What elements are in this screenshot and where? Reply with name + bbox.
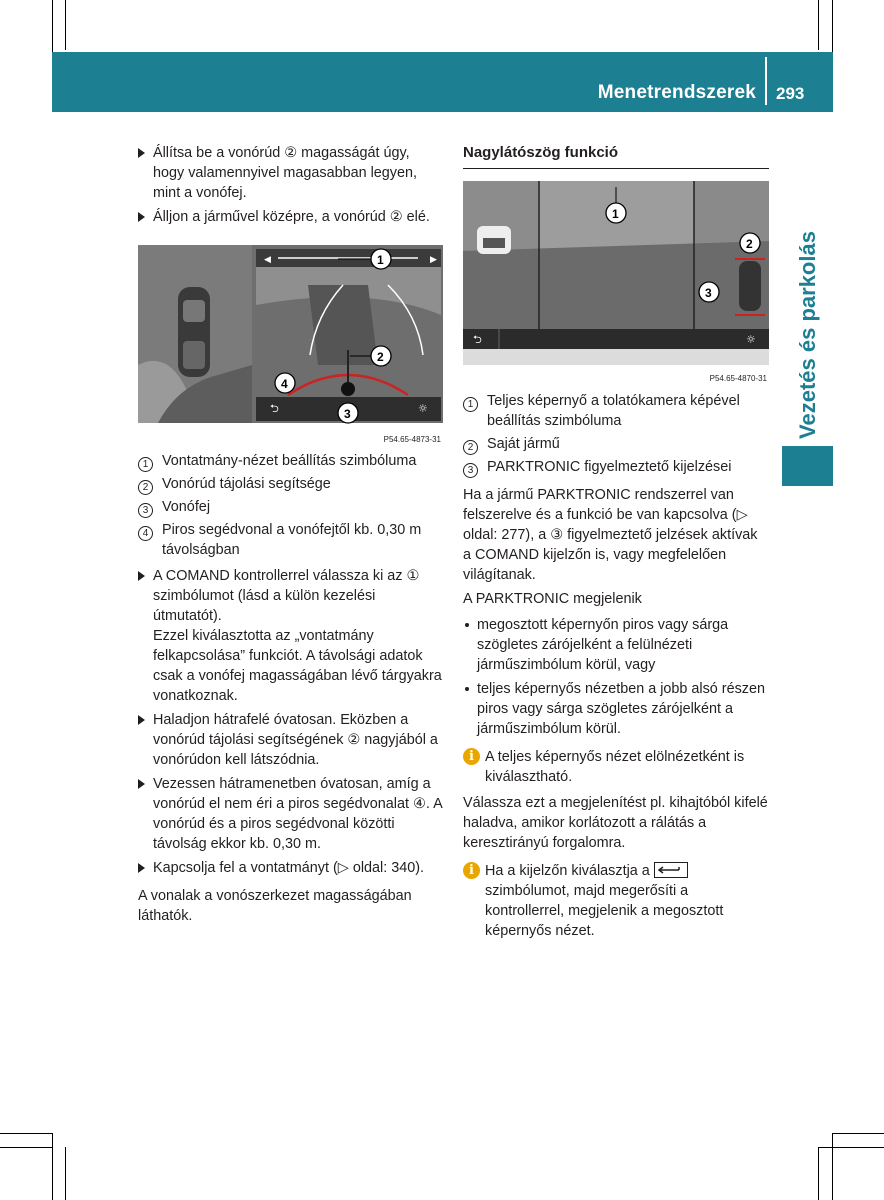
crop-mark (52, 0, 53, 52)
side-tab-marker (782, 446, 833, 486)
svg-text:▶: ▶ (430, 255, 437, 265)
step-arrow-icon (138, 779, 145, 789)
closing-paragraph: A vonalak a vonószerkezet magasságában láthatók. (138, 888, 412, 924)
page-number: 293 (776, 84, 805, 103)
svg-text:☼: ☼ (746, 333, 756, 346)
bullet-icon (465, 623, 469, 627)
figure-caption: P54.65-4870-31 (709, 374, 767, 383)
trailer-view-figure (138, 245, 443, 444)
bullet-icon (465, 687, 469, 691)
svg-text:◀: ◀ (264, 255, 271, 265)
info-note: i A teljes képernyős nézet elölnézetként is kiválasztható. (463, 747, 769, 787)
instruction-step: Haladjon hátrafelé óvatosan. Eközben a vonórúd tájolási segítségének ② nagyjából a vonórúdon kell látszódnia. (138, 710, 443, 770)
header-divider (765, 57, 767, 105)
list-item: teljes képernyős nézetben a jobb alsó részen piros vagy sárga szögletes zárójelként a járműszimbólum körül. (463, 679, 769, 739)
crop-mark (65, 1147, 66, 1200)
svg-text:1: 1 (612, 207, 619, 221)
crop-mark (832, 1133, 884, 1134)
legend-item: 4 Piros segédvonal a vonófejtől kb. 0,30 m távolságban (138, 520, 443, 560)
svg-text:2: 2 (746, 237, 753, 251)
step-note: Ezzel kiválasztotta az „vontatmány felkapcsolása” funkciót. A távolsági adatok csak a vonófej magasságában lévő tárgyakra vonatkoznak. (153, 628, 442, 704)
legend-item: 2 Vonórúd tájolási segítsége (138, 474, 443, 494)
crop-mark (65, 0, 66, 50)
right-column (463, 143, 769, 947)
instruction-step: A COMAND kontrollerrel válassza ki az ① szimbólumot (lásd a külön kezelési útmutatót). (138, 566, 443, 626)
svg-text:4: 4 (281, 377, 288, 391)
legend-item: 3 PARKTRONIC figyelmeztető kijelzései (463, 457, 769, 477)
instruction-step: Vezessen hátramenetben óvatosan, amíg a vonórúd el nem éri a piros segédvonalat ④. A vonórúd és a piros segédvonal közötti távolság ekkor kb. 0,30 m. (138, 774, 443, 854)
info-icon: i (463, 748, 480, 765)
section-heading: Nagylátószög funkció (463, 143, 769, 169)
step-arrow-icon (138, 212, 145, 222)
side-tab-label: Vezetés és parkolás (795, 231, 820, 439)
back-symbol-icon (654, 862, 688, 878)
wide-angle-illustration (463, 181, 769, 365)
legend-item: 3 Vonófej (138, 497, 443, 517)
crop-mark (0, 1133, 52, 1134)
usage-paragraph: Válassza ezt a megjelenítést pl. kihajtóból kifelé haladva, amikor korlátozott a rálátás a keresztirányú forgalomra. (463, 795, 768, 851)
svg-text:⮌: ⮌ (270, 402, 279, 415)
info-icon: i (463, 862, 480, 879)
step-arrow-icon (138, 715, 145, 725)
parktronic-paragraph: Ha a jármű PARKTRONIC rendszerrel van felszerelve és a funkció be van kapcsolva (▷ oldal: 277), a ③ figyelmeztető jelzések aktívak a COMAND kijelzőn is, vagy megfelelően világítanak. (463, 487, 758, 583)
svg-text:2: 2 (377, 350, 384, 364)
crop-mark (832, 1133, 833, 1200)
info-note: i Ha a kijelzőn kiválasztja a szimbólumot, majd megerősíti a kontrollerrel, megjelenik a megosztott képernyős nézet. (463, 861, 769, 941)
crop-mark (832, 0, 833, 52)
svg-text:3: 3 (705, 286, 712, 300)
trailer-view-illustration (138, 245, 443, 441)
legend-item: 1 Vontatmány-nézet beállítás szimbóluma (138, 451, 443, 471)
parktronic-intro: A PARKTRONIC megjelenik (463, 591, 642, 607)
legend-item: 2 Saját jármű (463, 434, 769, 454)
list-item: megosztott képernyőn piros vagy sárga szögletes zárójelként a felülnézeti járműszimbólum körül, vagy (463, 615, 769, 675)
step-arrow-icon (138, 571, 145, 581)
legend-item: 1 Teljes képernyő a tolatókamera képével beállítás szimbóluma (463, 391, 769, 431)
crop-mark (0, 1147, 52, 1148)
crop-mark (52, 1133, 53, 1200)
left-column (138, 143, 443, 930)
svg-text:3: 3 (344, 407, 351, 421)
crop-mark (818, 0, 819, 50)
step-arrow-icon (138, 148, 145, 158)
crop-mark (818, 1147, 819, 1200)
step-arrow-icon (138, 863, 145, 873)
svg-text:⮌: ⮌ (473, 333, 482, 346)
figure-caption: P54.65-4873-31 (383, 435, 441, 444)
section-title: Menetrendszerek (597, 82, 756, 103)
svg-text:1: 1 (377, 253, 384, 267)
wide-angle-figure (463, 181, 769, 381)
instruction-step: Kapcsolja fel a vontatmányt (▷ oldal: 340). (138, 858, 443, 878)
svg-text:☼: ☼ (418, 402, 428, 415)
instruction-step: Álljon a járművel középre, a vonórúd ② elé. (138, 207, 443, 227)
crop-mark (818, 1147, 884, 1148)
instruction-step: Állítsa be a vonórúd ② magasságát úgy, hogy valamennyivel magasabban legyen, mint a vonófej. (138, 143, 443, 203)
